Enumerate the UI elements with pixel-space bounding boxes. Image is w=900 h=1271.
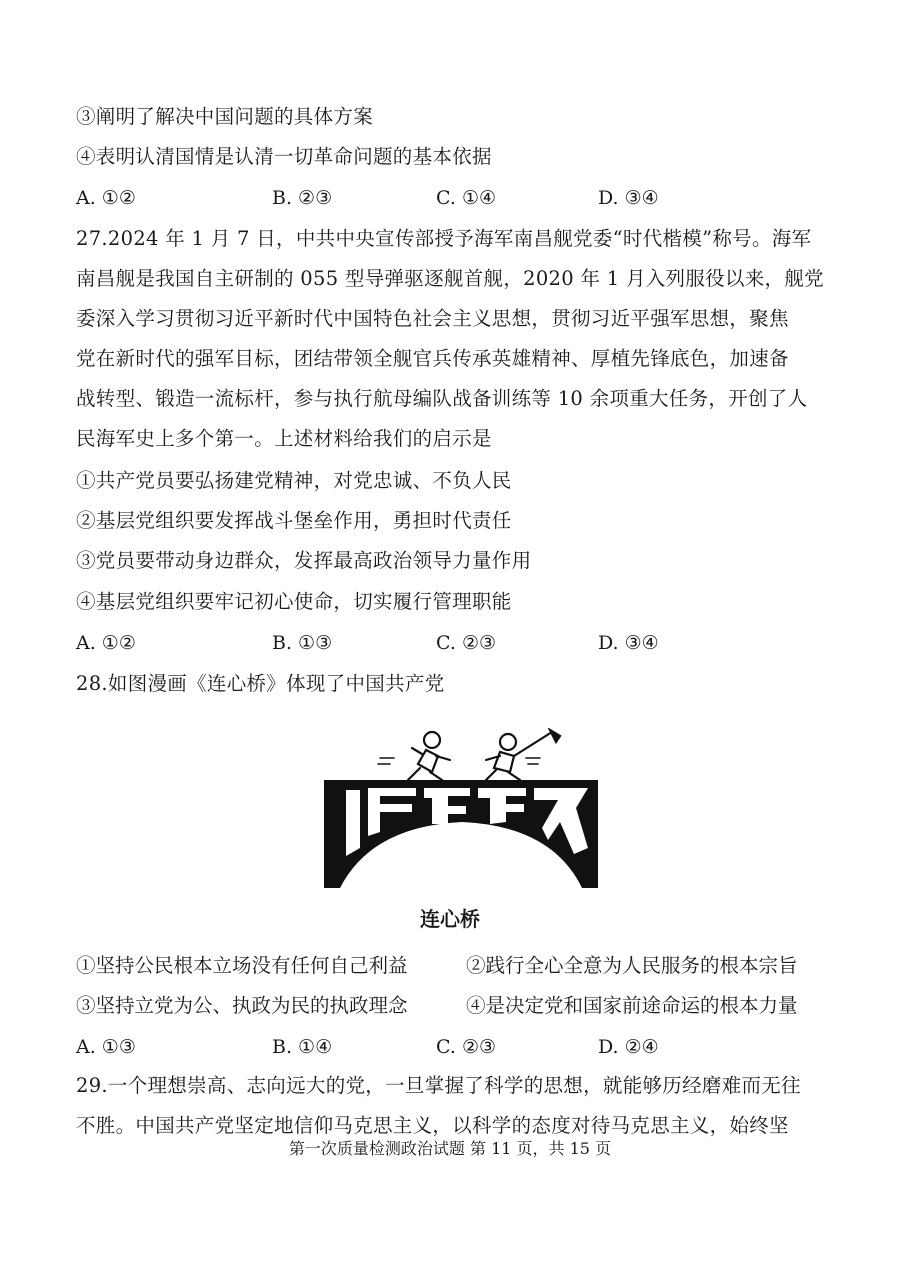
q26-item-4: ④表明认清国情是认清一切革命问题的基本依据	[76, 145, 492, 168]
q27-option-a: A. ①②	[76, 632, 136, 654]
q27-option-d: D. ③④	[598, 632, 659, 654]
q28-item-3: ③坚持立党为公、执政为民的执政理念	[76, 994, 408, 1017]
q26-option-b: B. ②③	[272, 187, 333, 209]
q27-item-2: ②基层党组织要发挥战斗堡垒作用，勇担时代责任	[76, 509, 512, 532]
q28-option-b: B. ①④	[272, 1036, 333, 1058]
q27-stem-line-2: 南昌舰是我国自主研制的 055 型导弹驱逐舰首舰，2020 年 1 月入列服役以来，舰党	[76, 267, 824, 290]
q26-option-c: C. ①④	[436, 187, 497, 209]
q29-stem-line-1: 29.一个理想崇高、志向远大的党，一旦掌握了科学的思想，就能够历经磨难而无往	[76, 1074, 801, 1097]
q29-stem-line-2: 不胜。中国共产党坚定地信仰马克思主义，以科学的态度对待马克思主义，始终坚	[76, 1114, 789, 1137]
q27-stem-line-4: 党在新时代的强军目标，团结带领全舰官兵传承英雄精神、厚植先锋底色，加速备	[76, 347, 789, 370]
q26-option-a: A. ①②	[76, 187, 136, 209]
cartoon-caption: 连心桥	[420, 907, 480, 931]
q28-item-4: ④是决定党和国家前途命运的根本力量	[466, 994, 798, 1017]
q27-item-3: ③党员要带动身边群众，发挥最高政治领导力量作用	[76, 549, 532, 572]
q27-option-c: C. ②③	[436, 632, 497, 654]
q28-items-row-2	[76, 986, 836, 1026]
q28-stem: 28.如图漫画《连心桥》体现了中国共产党	[76, 672, 445, 695]
page-footer: 第一次质量检测政治试题 第 11 页，共 15 页	[288, 1139, 612, 1158]
q28-option-c: C. ②③	[436, 1036, 497, 1058]
q28-option-a: A. ①③	[76, 1036, 136, 1058]
q27-stem-line-6: 民海军史上多个第一。上述材料给我们的启示是	[76, 427, 492, 450]
bridge-cartoon-image	[320, 728, 602, 896]
q27-stem-line-3: 委深入学习贯彻习近平新时代中国特色社会主义思想，贯彻习近平强军思想，聚焦	[76, 307, 789, 330]
q27-options	[76, 623, 836, 663]
q28-option-d: D. ②④	[598, 1036, 659, 1058]
q27-stem-line-1: 27.2024 年 1 月 7 日，中共中央宣传部授予海军南昌舰党委“时代楷模”称号。海军	[76, 227, 812, 250]
q26-item-3: ③阐明了解决中国问题的具体方案	[76, 105, 374, 128]
q26-options	[76, 178, 836, 218]
q27-item-1: ①共产党员要弘扬建党精神，对党忠诚、不负人民	[76, 469, 512, 492]
q28-item-1: ①坚持公民根本立场没有任何自己利益	[76, 954, 408, 977]
q28-item-2: ②践行全心全意为人民服务的根本宗旨	[466, 954, 798, 977]
q27-option-b: B. ①③	[272, 632, 333, 654]
q26-option-d: D. ③④	[598, 187, 659, 209]
q27-stem-line-5: 战转型、锻造一流标杆，参与执行航母编队战备训练等 10 余项重大任务，开创了人	[76, 387, 808, 410]
q27-item-4: ④基层党组织要牢记初心使命，切实履行管理职能	[76, 590, 512, 613]
q28-items-row-1	[76, 946, 836, 986]
q28-options	[76, 1027, 836, 1067]
